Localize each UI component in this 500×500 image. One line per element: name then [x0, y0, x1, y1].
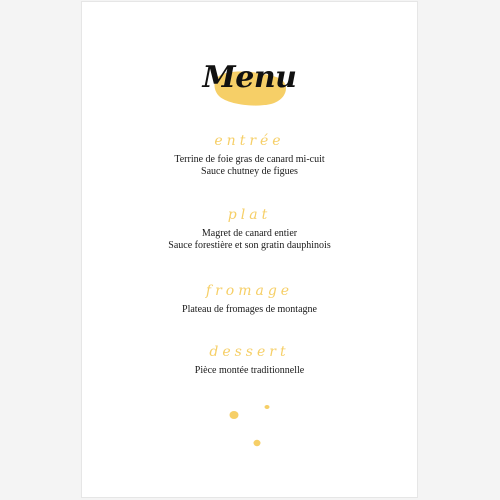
section-fromage: [82, 282, 417, 316]
yellow-dot: [265, 405, 270, 409]
dish-line: Sauce forestière et son gratin dauphinois: [168, 240, 331, 251]
dish-line: Terrine de foie gras de canard mi-cuit: [174, 154, 325, 165]
menu-title: Menu: [202, 60, 297, 95]
menu-card: [81, 1, 418, 498]
dish-line: Sauce chutney de figues: [201, 166, 298, 177]
section-dessert: [82, 343, 417, 377]
yellow-dot: [230, 411, 239, 419]
section-plat: [82, 206, 417, 252]
section-entree: [82, 132, 417, 178]
dish-line: Plateau de fromages de montagne: [182, 304, 317, 315]
section-heading: entrée: [214, 133, 285, 149]
menu-title-area: [82, 58, 417, 110]
section-heading: plat: [227, 207, 272, 223]
yellow-dot: [254, 440, 261, 446]
dish-line: Magret de canard entier: [201, 228, 298, 239]
section-heading: fromage: [205, 283, 294, 299]
dish-line: Pièce montée traditionnelle: [194, 365, 305, 376]
section-heading: dessert: [209, 344, 290, 360]
